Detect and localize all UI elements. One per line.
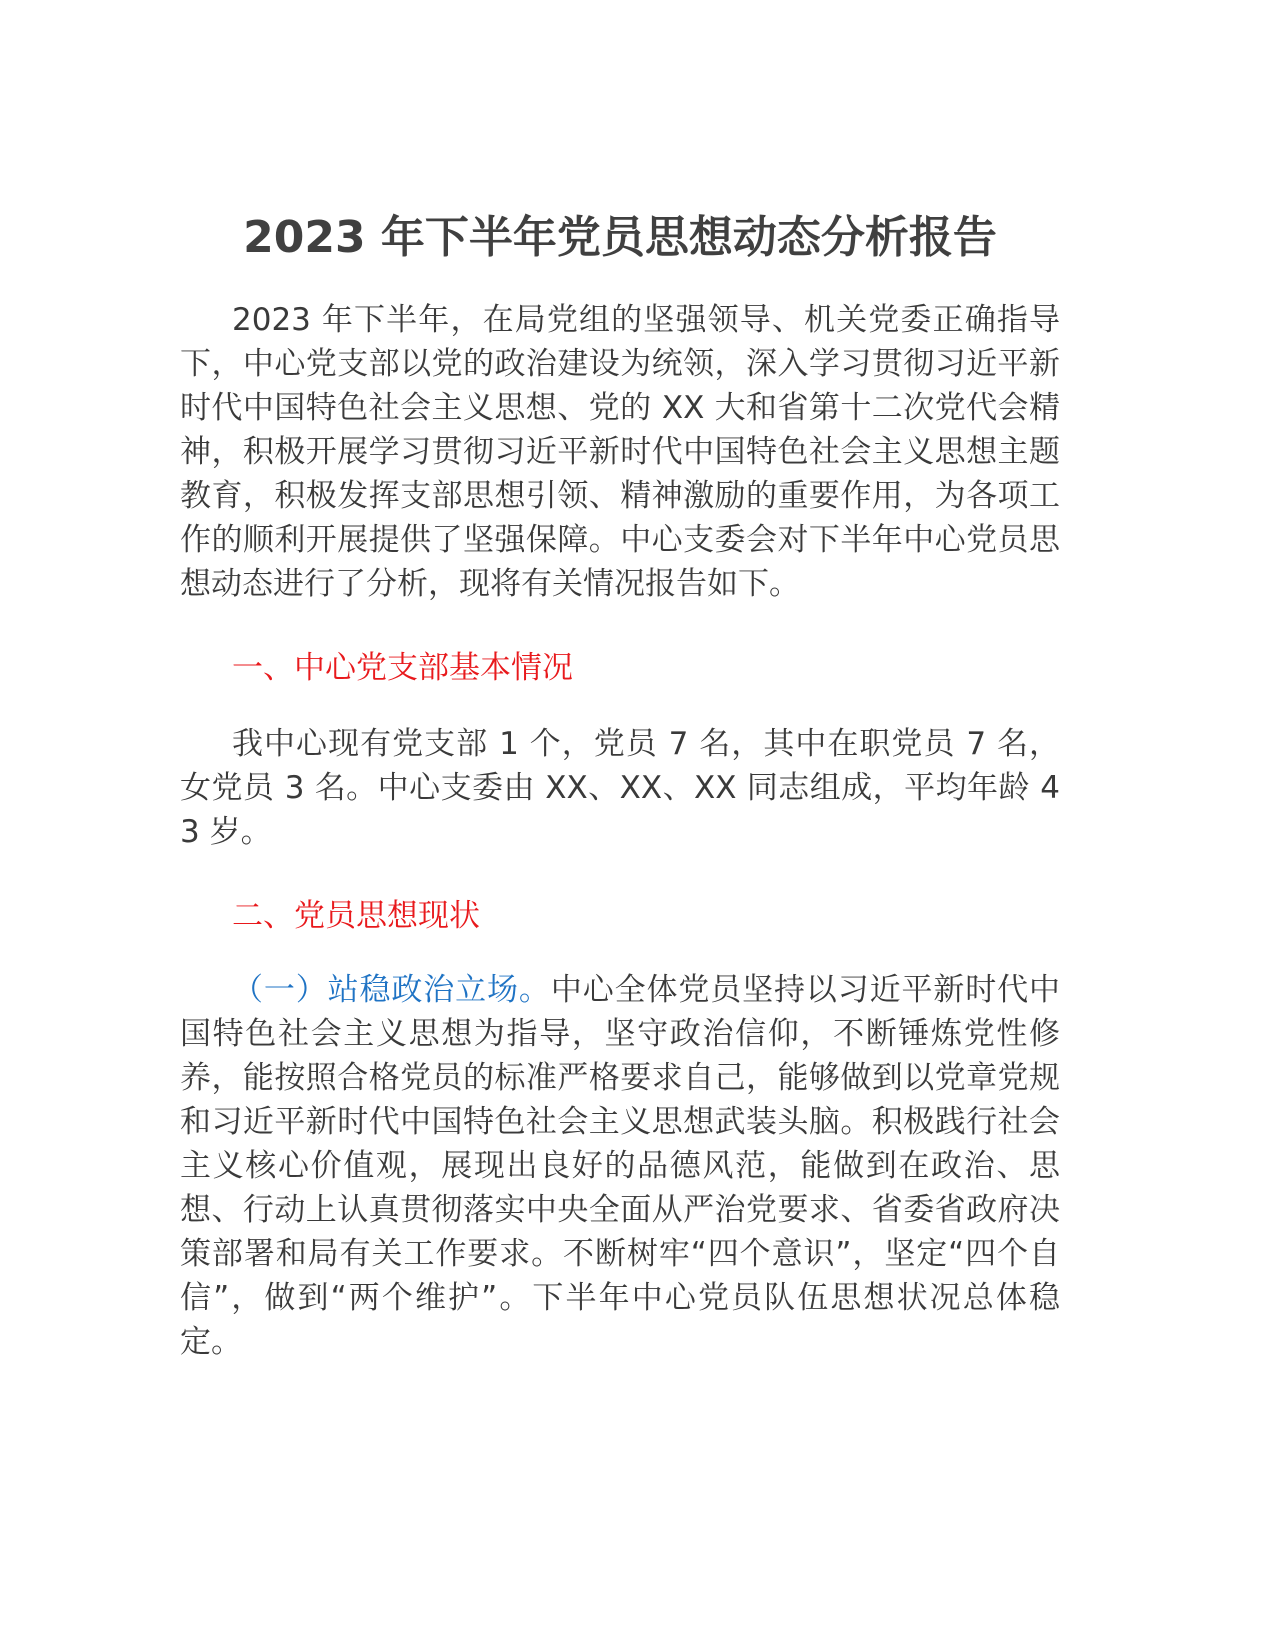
- political-stance-body: 中心全体党员坚持以习近平新时代中国特色社会主义思想为指导，坚守政治信仰，不断锤炼党性修养，能按照合格党员的标准严格要求自己，能够做到以党章党规和习近平新时代中国特色社会主义思想武装头脑。积极践行社会主义核心价值观，展现出良好的品德风范，能做到在政治、思想、行动上认真贯彻落实中央全面从严治党要求、省委省政府决策部署和局有关工作要求。不断树牢“四个意识”，坚定“四个自信”，做到“两个维护”。下半年中心党员队伍思想状况总体稳定。: [180, 972, 1061, 1360]
- section-heading-thought-status: 二、党员思想现状: [232, 898, 480, 934]
- document-title: 2023 年下半年党员思想动态分析报告: [243, 212, 997, 263]
- intro-paragraph: 2023 年下半年，在局党组的坚强领导、机关党委正确指导下，中心党支部以党的政治建设为统领，深入学习贯彻习近平新时代中国特色社会主义思想、党的 XX 大和省第十二次党代会精神，积极开展学习贯彻习近平新时代中国特色社会主义思想主题教育，积极发挥支部思想引领、精神激励的重要作用，为各项工作的顺利开展提供了坚强保障。中心支委会对下半年中心党员思想动态进行了分析，现将有关情况报告如下。: [180, 302, 1060, 602]
- section-heading-basic-info: 一、中心党支部基本情况: [232, 650, 573, 686]
- sub-heading-political-stance: （一）站稳政治立场。: [232, 972, 551, 1008]
- political-stance-paragraph: [180, 968, 1060, 1364]
- basic-info-paragraph: 我中心现有党支部 1 个，党员 7 名，其中在职党员 7 名，女党员 3 名。中心支委由 XX、XX、XX 同志组成，平均年龄 43 岁。: [180, 726, 1060, 850]
